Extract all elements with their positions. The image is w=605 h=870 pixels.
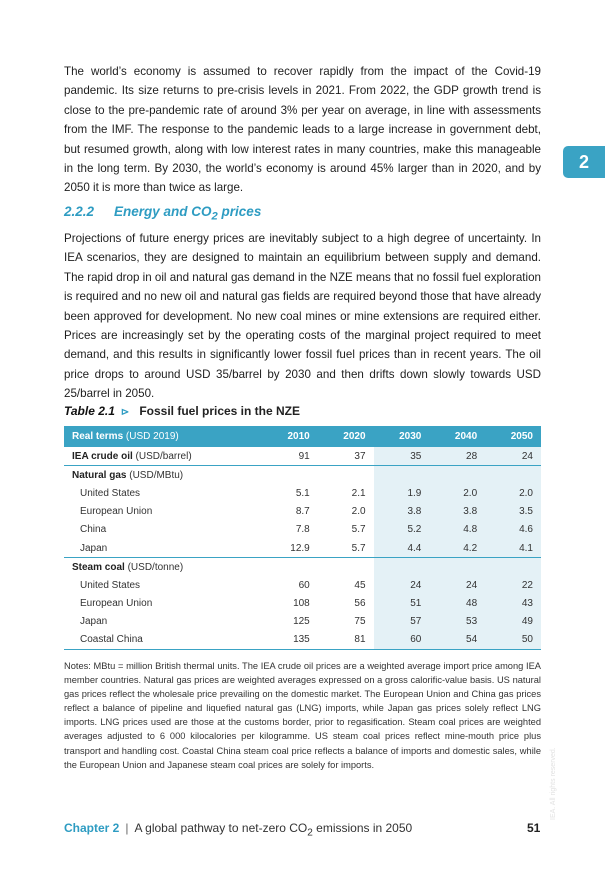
- table-cell: 60: [298, 579, 310, 591]
- table-cell: 3.8: [429, 503, 485, 521]
- row-label: China: [80, 524, 107, 536]
- header-year: 2020: [318, 426, 374, 447]
- table-cell: [374, 466, 430, 485]
- table-cell: 75: [354, 616, 366, 628]
- table-cell: 5.7: [351, 542, 366, 554]
- header-year: 2050: [485, 426, 541, 447]
- footer-title-sub: 2: [307, 827, 313, 839]
- table-title: [64, 404, 300, 418]
- table-cell: 28: [429, 447, 485, 466]
- page-footer: [64, 821, 412, 838]
- table-cell: 4.4: [374, 539, 430, 558]
- row-label: Coastal China: [64, 631, 262, 650]
- table-row: [64, 539, 541, 558]
- table-cell: 43: [485, 595, 541, 613]
- footer-chapter: Chapter 2: [64, 821, 120, 835]
- table-cell: 4.8: [429, 521, 485, 539]
- table-row-natural-gas-header: [64, 466, 541, 485]
- footer-title-suffix: emissions in 2050: [312, 821, 413, 835]
- table-cell: 51: [374, 595, 430, 613]
- header-real-terms: [64, 426, 262, 447]
- table-cell: [429, 558, 485, 577]
- table-row: [64, 576, 541, 594]
- table-cell: 22: [485, 576, 541, 594]
- table-cell: 57: [374, 613, 430, 631]
- row-label: [64, 447, 262, 466]
- table-cell: 54: [429, 631, 485, 650]
- row-label: Japan: [80, 616, 108, 628]
- natural-gas-unit: (USD/MBtu): [126, 469, 184, 481]
- header-year: 2040: [429, 426, 485, 447]
- table-cell: 24: [485, 447, 541, 466]
- table-cell: 4.1: [485, 539, 541, 558]
- page-number: 51: [527, 821, 541, 835]
- table-row: [64, 521, 541, 539]
- table-cell: 3.8: [374, 503, 430, 521]
- table-cell: 12.9: [290, 542, 310, 554]
- copyright-watermark: IEA. All rights reserved.: [550, 747, 557, 820]
- section-title-prefix: Energy and CO: [114, 204, 212, 219]
- table-cell: 2.0: [485, 484, 541, 502]
- table-notes: Notes: MBtu = million British thermal units. The IEA crude oil prices are a weighted average import price among IEA member countries. Natural gas prices are weighted averages expressed on a gross calorific-value basis. US natural gas prices reflect the wholesale price prevailing on the domestic market. The European Union and China gas prices reflect a balance of pipeline and liquefied natural gas (LNG) imports, while Japan gas prices solely reflect LNG imports. LNG prices used are those at the customs border, prior to regasification. Steam coal prices are weighted averages adjusted to 6 000 kilocalories per kilogramme. US steam coal prices reflect mine-mouth price plus transport and handling cost. Coastal China steam coal price reflects a balance of imports and domestic sales, while the European Union and Japanese steam coal prices are solely for imports.: [64, 661, 541, 770]
- table-cell: 35: [374, 447, 430, 466]
- footer-separator: |: [125, 821, 129, 835]
- steam-coal-name: Steam coal: [72, 561, 125, 573]
- header-year: 2030: [374, 426, 430, 447]
- row-label: [64, 558, 262, 577]
- row-label: Japan: [80, 542, 108, 554]
- table-cell: [318, 466, 374, 485]
- table-cell: 45: [354, 579, 366, 591]
- table-cell: 5.2: [374, 521, 430, 539]
- table-cell: 135: [262, 631, 318, 650]
- steam-coal-unit: (USD/tonne): [124, 561, 184, 573]
- table-header-row: [64, 426, 541, 447]
- section-title-sub: 2: [211, 210, 218, 223]
- table-cell: [485, 558, 541, 577]
- table-cell: 60: [374, 631, 430, 650]
- table-row-crude-oil: [64, 447, 541, 466]
- table-cell: 91: [298, 450, 310, 462]
- table-cell: [429, 466, 485, 485]
- table-cell: 49: [485, 613, 541, 631]
- table-cell: [262, 466, 318, 485]
- table-cell: [485, 466, 541, 485]
- intro-paragraph: The world’s economy is assumed to recover rapidly from the impact of the Covid-19 pandemic. Its size returns to pre-crisis levels in 2021. From 2022, the GDP growth trend is close to the pre-pandemic rate of around 3% per year on average, in line with assessments from the IMF. The response to the pandemic leads to a large increase in government debt, but resumed growth, along with low interest rates in many countries, make this manageable in the long term. By 2030, the world’s economy is around 45% larger than in 2020, and by 2050 it is more than twice as large.: [64, 65, 541, 195]
- prices-paragraph: Projections of future energy prices are inevitably subject to a high degree of uncertainty. In IEA scenarios, they are designed to maintain an equilibrium between supply and demand. The rapid drop in oil and natural gas demand in the NZE means that no fossil fuel exploration is required and no new oil and natural gas fields are required beyond those that have already been approved for development. No new coal mines or mine extensions are required either. Prices are increasingly set by the operating costs of the marginal project required to meet demand, and this results in significantly lower fossil fuel prices than in recent years. The oil price drops to around USD 35/barrel by 2030 and then drifts down slowly towards USD 25/barrel in 2050.: [64, 232, 541, 401]
- table-cell: 48: [429, 595, 485, 613]
- table-cell: 8.7: [295, 506, 310, 518]
- table-cell: 1.9: [374, 484, 430, 502]
- row-label: United States: [80, 579, 141, 591]
- table-row: [64, 631, 541, 650]
- table-cell: 108: [293, 598, 310, 610]
- header-real-terms-unit: (USD 2019): [123, 431, 179, 442]
- row-label: European Union: [80, 598, 153, 610]
- header-year: 2010: [262, 426, 318, 447]
- table-cell: [374, 558, 430, 577]
- section-number: 2.2.2: [64, 204, 95, 219]
- table-cell: 2.0: [429, 484, 485, 502]
- table-cell: 37: [354, 450, 366, 462]
- crude-oil-name: IEA crude oil: [72, 450, 133, 462]
- table-cell: 53: [429, 613, 485, 631]
- section-title-suffix: prices: [217, 204, 262, 219]
- table-cell: 125: [293, 616, 310, 628]
- table-cell: 5.1: [295, 487, 310, 499]
- table-cell: 56: [354, 598, 366, 610]
- crude-oil-unit: (USD/barrel): [132, 450, 192, 462]
- table-cell: 81: [318, 631, 374, 650]
- table-cell: 4.2: [429, 539, 485, 558]
- row-label: European Union: [80, 506, 153, 518]
- table-cell: 4.6: [485, 521, 541, 539]
- natural-gas-name: Natural gas: [72, 469, 127, 481]
- row-label: [64, 466, 262, 485]
- header-real-terms-label: Real terms: [72, 431, 124, 442]
- table-cell: 2.1: [351, 487, 366, 499]
- table-cell: 24: [429, 576, 485, 594]
- table-cell: 24: [374, 576, 430, 594]
- row-label: United States: [80, 487, 141, 499]
- section-heading: [64, 204, 261, 223]
- fossil-fuel-prices-table: [64, 426, 541, 650]
- table-cell: 7.8: [295, 524, 310, 536]
- table-row: [64, 484, 541, 502]
- table-cell: 2.0: [351, 506, 366, 518]
- table-cell: 50: [485, 631, 541, 650]
- table-label: Table 2.1: [64, 404, 115, 418]
- table-cell: [318, 558, 374, 577]
- table-cell: 3.5: [485, 503, 541, 521]
- table-name: Fossil fuel prices in the NZE: [139, 404, 301, 418]
- table-row: [64, 503, 541, 521]
- footer-title-prefix: A global pathway to net-zero CO: [134, 821, 308, 835]
- table-row-steam-coal-header: [64, 558, 541, 577]
- chapter-tab: 2: [563, 146, 605, 178]
- table-cell: [262, 558, 318, 577]
- triangle-arrow-icon: ⊳: [120, 407, 130, 418]
- table-row: [64, 595, 541, 613]
- table-cell: 5.7: [351, 524, 366, 536]
- table-row: [64, 613, 541, 631]
